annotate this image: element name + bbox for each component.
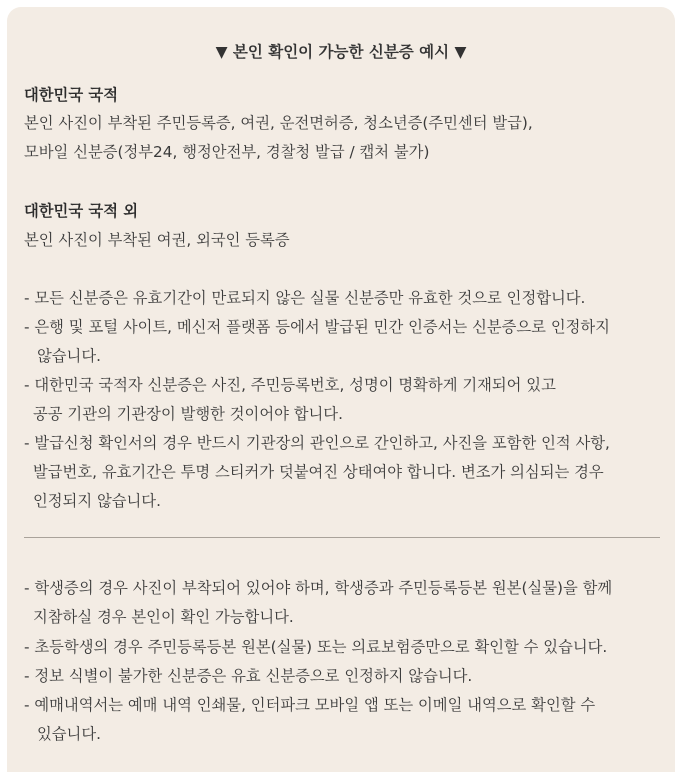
korean-id-line: 모바일 신분증(정부24, 행정안전부, 경찰청 발급 / 캡처 불가) (24, 143, 430, 161)
foreign-id-line: 본인 사진이 부착된 여권, 외국인 등록증 (24, 231, 290, 249)
notice-line: - 학생증의 경우 사진이 부착되어 있어야 하며, 학생증과 주민등록등본 원본(실물)을 함께 (24, 579, 613, 597)
notice-line: - 정보 식별이 불가한 신분증은 유효 신분증으로 인정하지 않습니다. (24, 667, 473, 685)
notice-line: 있습니다. (37, 725, 101, 743)
notice-line: - 예매내역서는 예매 내역 인쇄물, 인터파크 모바일 앱 또는 이메일 내역으로 확인할 수 (24, 696, 596, 714)
notice-line: - 모든 신분증은 유효기간이 만료되지 않은 실물 신분증만 유효한 것으로 인정합니다. (24, 289, 586, 307)
section-divider (24, 537, 660, 538)
notice-line: 공공 기관의 기관장이 발행한 것이어야 합니다. (33, 405, 343, 423)
notice-line: - 초등학생의 경우 주민등록등본 원본(실물) 또는 의료보험증만으로 확인할 수 있습니다. (24, 638, 608, 656)
notice-line: 지참하실 경우 본인이 확인 가능합니다. (33, 608, 294, 626)
korean-nationality-title: 대한민국 국적 (24, 86, 118, 104)
korean-id-line: 본인 사진이 부착된 주민등록증, 여권, 운전면허증, 청소년증(주민센터 발급), (24, 114, 533, 132)
id-guide-card (7, 7, 675, 772)
foreign-nationality-title: 대한민국 국적 외 (24, 202, 139, 220)
notice-line: 발급번호, 유효기간은 투명 스티커가 덧붙여진 상태여야 합니다. 변조가 의심되는 경우 (33, 463, 604, 481)
guide-heading: ▼ 본인 확인이 가능한 신분증 예시 ▼ (215, 43, 467, 61)
notice-line: 인정되지 않습니다. (33, 492, 161, 510)
notice-line: 않습니다. (37, 347, 101, 365)
notice-line: - 은행 및 포털 사이트, 메신저 플랫폼 등에서 발급된 민간 인증서는 신분증으로 인정하지 (24, 318, 610, 336)
notice-line: - 발급신청 확인서의 경우 반드시 기관장의 관인으로 간인하고, 사진을 포함한 인적 사항, (24, 434, 610, 452)
notice-line: - 대한민국 국적자 신분증은 사진, 주민등록번호, 성명이 명확하게 기재되어 있고 (24, 376, 556, 394)
